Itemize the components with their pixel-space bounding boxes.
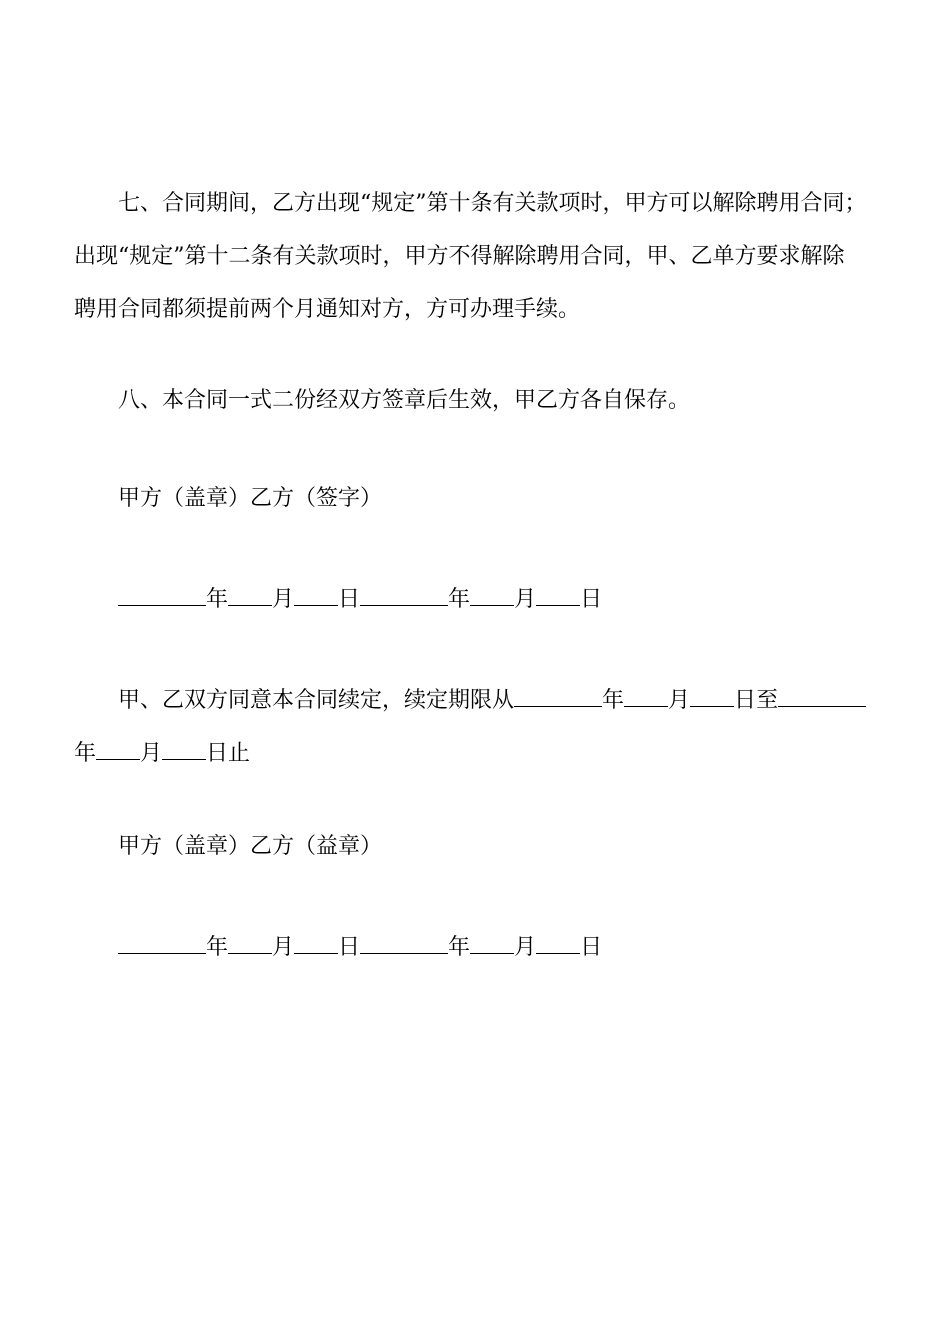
blank-month-d[interactable] — [470, 929, 514, 954]
day-label: 日 — [338, 587, 361, 612]
month-label: 月 — [514, 587, 537, 612]
clause-eight — [74, 383, 886, 419]
clause-seven-line-2: 出现“规定”第十二条有关款项时，甲方不得解除聘用合同，甲、乙单方要求解除 — [74, 244, 845, 269]
blank-year-c[interactable] — [118, 929, 206, 954]
blank-renew-end-year[interactable] — [778, 682, 866, 707]
date-line-1 — [74, 581, 886, 617]
day-label: 日 — [734, 688, 757, 713]
day-label: 日 — [206, 741, 229, 766]
signature-line-2: 甲方（盖章）乙方（益章） — [118, 834, 383, 859]
blank-renew-end-month[interactable] — [96, 735, 140, 760]
month-label: 月 — [272, 587, 295, 612]
date-row-1 — [74, 581, 886, 617]
blank-year-d[interactable] — [360, 929, 448, 954]
month-label: 月 — [514, 935, 537, 960]
month-label: 月 — [140, 741, 163, 766]
renewal-line-2 — [74, 735, 886, 771]
date-row-2 — [74, 929, 886, 965]
blank-renew-start-month[interactable] — [624, 682, 668, 707]
signature-block-1 — [74, 481, 886, 517]
renewal-line-1 — [74, 682, 886, 718]
signature-line-1: 甲方（盖章）乙方（签字） — [118, 486, 383, 511]
renewal-clause — [74, 682, 886, 771]
year-label: 年 — [206, 587, 229, 612]
blank-day-a[interactable] — [294, 581, 338, 606]
year-label: 年 — [206, 935, 229, 960]
blank-month-b[interactable] — [470, 581, 514, 606]
renewal-intro: 甲、乙双方同意本合同续定，续定期限从 — [118, 688, 515, 713]
day-label: 日 — [580, 935, 603, 960]
renewal-end: 止 — [228, 741, 251, 766]
blank-renew-start-year[interactable] — [514, 682, 602, 707]
blank-day-b[interactable] — [536, 581, 580, 606]
blank-renew-start-day[interactable] — [690, 682, 734, 707]
year-label: 年 — [602, 688, 625, 713]
date-line-2 — [74, 929, 886, 965]
year-label: 年 — [448, 935, 471, 960]
year-label: 年 — [74, 741, 97, 766]
blank-month-c[interactable] — [228, 929, 272, 954]
day-label: 日 — [338, 935, 361, 960]
month-label: 月 — [272, 935, 295, 960]
clause-seven-line-3: 聘用合同都须提前两个月通知对方，方可办理手续。 — [74, 297, 581, 322]
blank-year-a[interactable] — [118, 581, 206, 606]
blank-renew-end-day[interactable] — [162, 735, 206, 760]
month-label: 月 — [668, 688, 691, 713]
signature-block-2 — [74, 829, 886, 865]
blank-day-d[interactable] — [536, 929, 580, 954]
blank-month-a[interactable] — [228, 581, 272, 606]
clause-eight-text: 八、本合同一式二份经双方签章后生效，甲乙方各自保存。 — [118, 388, 691, 413]
renewal-to: 至 — [756, 688, 779, 713]
clause-seven — [74, 186, 886, 328]
day-label: 日 — [580, 587, 603, 612]
clause-seven-line-1: 七、合同期间，乙方出现“规定”第十条有关款项时，甲方可以解除聘用合同； — [118, 191, 867, 216]
year-label: 年 — [448, 587, 471, 612]
blank-year-b[interactable] — [360, 581, 448, 606]
blank-day-c[interactable] — [294, 929, 338, 954]
